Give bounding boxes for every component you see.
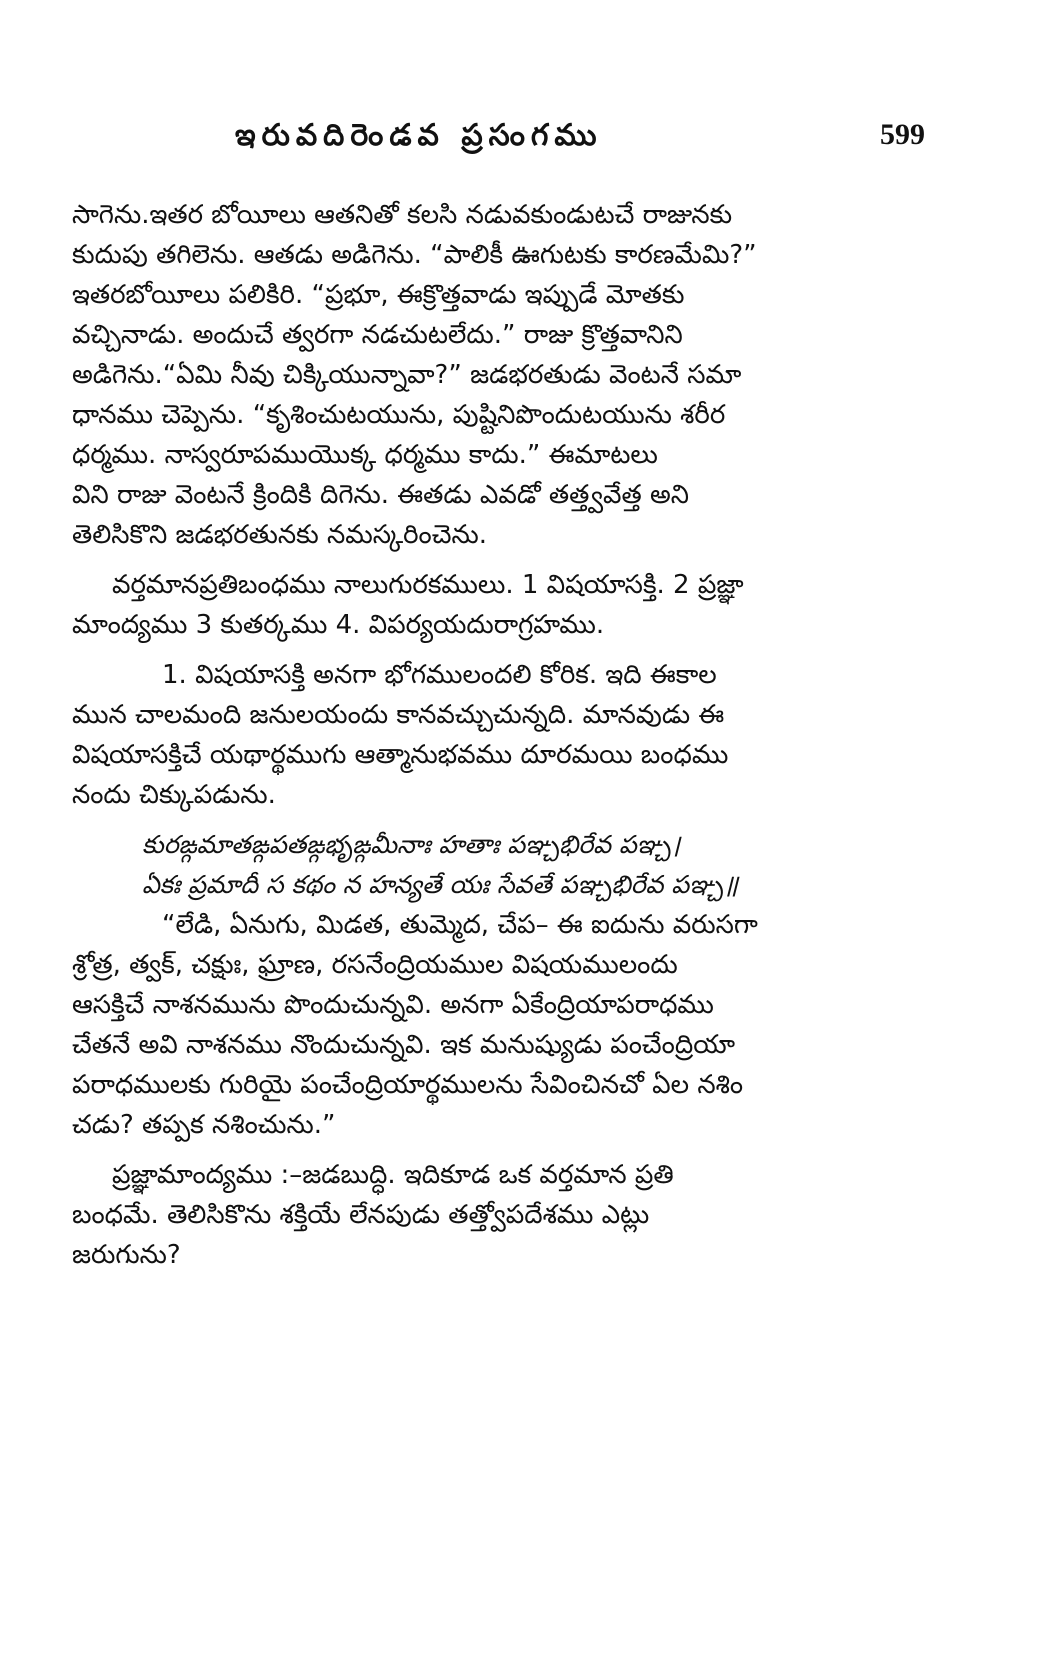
text-line: విని రాజు వెంటనే క్రిందికి దిగెను. ఈతడు ఎవడో తత్త్వవేత్త అని [72, 480, 690, 510]
text-line: బంధమే. తెలిసికొను శక్తియే లేనపుడు తత్త్వోపదేశము ఎట్లు [72, 1200, 650, 1230]
paragraph [72, 565, 922, 645]
text-line: వచ్చినాడు. అందుచే త్వరగా నడచుటలేదు.” రాజు క్రొత్తవానిని [72, 320, 683, 350]
text-line: ఇతరబోయీలు పలికిరి. “ప్రభూ, ఈక్రొత్తవాడు ఇప్పుడే మోతకు [72, 280, 685, 310]
page-header [235, 118, 925, 168]
text-line: ఆసక్తిచే నాశనమును పొందుచున్నవి. అనగా ఏకేంద్రియాపరాధము [72, 990, 714, 1020]
text-line: తెలిసికొని జడభరతునకు నమస్కరించెను. [72, 520, 488, 550]
text-line: “లేడి, ఏనుగు, మిడత, తుమ్మెద, చేప– ఈ ఐదును వరుసగా [162, 910, 758, 940]
running-head: ఇరువదిరెండవ ప్రసంగము [235, 118, 603, 153]
paragraph [72, 195, 922, 555]
sanskrit-verse [72, 825, 922, 905]
text-line: ప్రజ్ఞామాంద్యము :–జడబుద్ధి. ఇదికూడ ఒక వర్తమాన ప్రతి [112, 1160, 674, 1190]
text-line: విషయాసక్తిచే యథార్థముగు ఆత్మానుభవము దూరమయి బంధము [72, 740, 729, 770]
text-line: మాంద్యము 3 కుతర్కము 4. విపర్యయదురాగ్రహము. [72, 610, 605, 640]
text-line: మున చాలమంది జనులయందు కానవచ్చుచున్నది. మానవుడు ఈ [72, 700, 725, 730]
text-line: సాగెను.ఇతర బోయీలు ఆతనితో కలసి నడువకుండుటచే రాజునకు [72, 200, 733, 230]
body-text [72, 195, 922, 1275]
verse-line: కురఙ్గమాతఙ్గపతఙ్గభృఙ్గమీనాః హతాః పఞ్చభిరేవ పఞ్చ। [142, 830, 681, 859]
paragraph [72, 655, 922, 815]
text-line: పరాధములకు గురియై పంచేంద్రియార్థములను సేవించినచో ఏల నశిం [72, 1070, 744, 1100]
text-line: జరుగును? [72, 1240, 181, 1270]
text-line: ధానము చెప్పెను. “కృశించుటయును, పుష్టినిపొందుటయును శరీర [72, 400, 726, 430]
page-number: 599 [880, 118, 925, 151]
text-line: కుదుపు తగిలెను. ఆతడు అడిగెను. “పాలికీ ఊగుటకు కారణమేమి?” [72, 240, 757, 270]
text-line: శ్రోత్ర, త్వక్, చక్షుః, ఘ్రాణ, రసనేంద్రియముల విషయములందు [72, 950, 678, 980]
text-line: ధర్మము. నాస్వరూపముయొక్క ధర్మము కాదు.” ఈమాటలు [72, 440, 658, 470]
text-line: వర్తమానప్రతిబంధము నాలుగురకములు. 1 విషయాసక్తి. 2 ప్రజ్ఞా [112, 570, 744, 600]
paragraph [72, 905, 922, 1145]
text-line: 1. విషయాసక్తి అనగా భోగములందలి కోరిక. ఇది ఈకాల [162, 660, 717, 690]
text-line: నందు చిక్కుపడును. [72, 780, 276, 810]
verse-line: ఏకః ప్రమాదీ స కథం న హన్యతే యః సేవతే పఞ్చభిరేవ పఞ్చ॥ [142, 870, 739, 899]
paragraph [72, 1155, 922, 1275]
text-line: చేతనే అవి నాశనము నొందుచున్నవి. ఇక మనుష్యుడు పంచేంద్రియా [72, 1030, 735, 1060]
text-line: చడు? తప్పక నశించును.” [72, 1110, 336, 1140]
text-line: అడిగెను.“ఏమి నీవు చిక్కియున్నావా?” జడభరతుడు వెంటనే సమా [72, 360, 742, 390]
